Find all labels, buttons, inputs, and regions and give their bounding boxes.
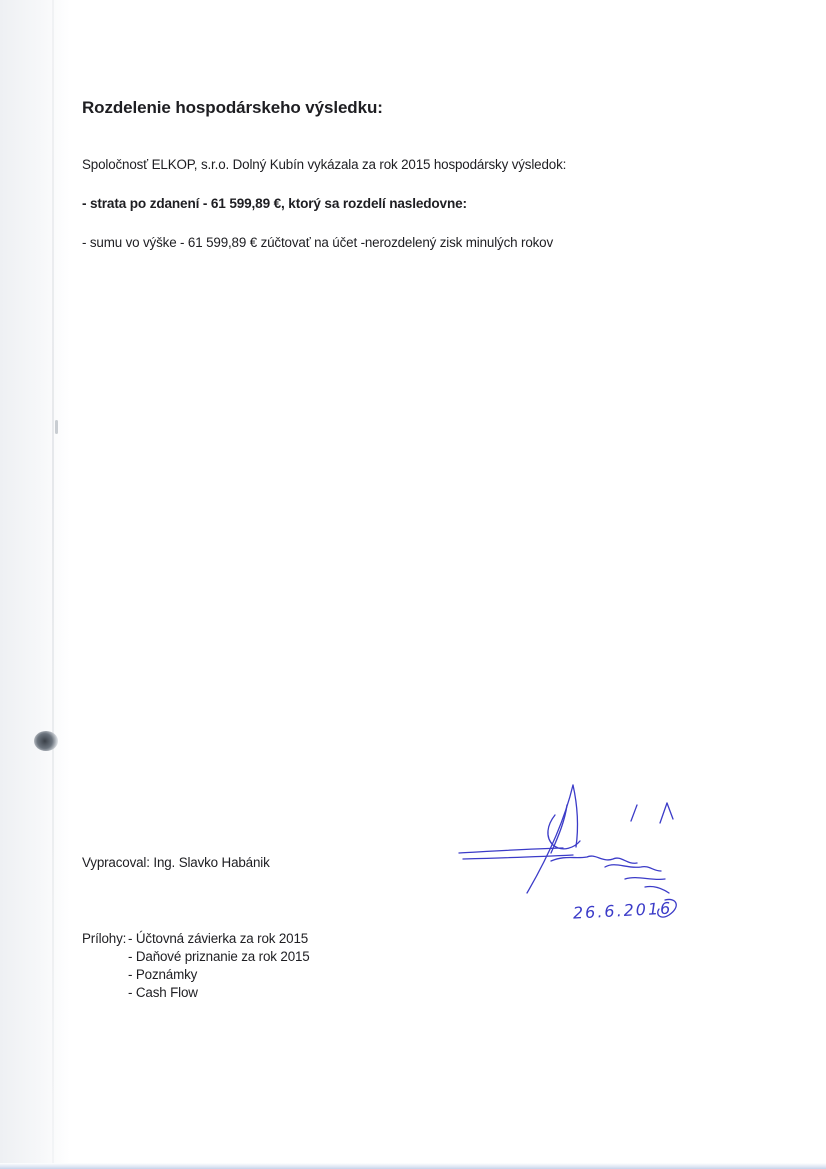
attachments-list xyxy=(82,930,310,1002)
intro-paragraph: Spoločnosť ELKOP, s.r.o. Dolný Kubín vykázala za rok 2015 hospodársky výsledok: xyxy=(82,157,567,172)
document-heading: Rozdelenie hospodárskeho výsledku: xyxy=(82,98,383,117)
punch-hole xyxy=(34,731,58,751)
scan-mark xyxy=(55,420,58,434)
attachments-label: Prílohy: xyxy=(82,931,127,946)
attachment-item: - Cash Flow xyxy=(128,985,198,1000)
handwritten-signature xyxy=(455,775,695,925)
attachment-item: - Poznámky xyxy=(128,967,198,982)
attachment-item: - Účtovná závierka za rok 2015 xyxy=(128,931,309,946)
scan-margin xyxy=(0,0,70,1169)
loss-statement: - strata po zdanení - 61 599,89 €, ktorý sa rozdelí nasledovne: xyxy=(82,196,467,211)
attachment-item: - Daňové priznanie za rok 2015 xyxy=(128,949,310,964)
scan-fold-line xyxy=(52,0,54,1169)
signature-date: 26.6.2016 xyxy=(572,898,673,923)
allocation-statement: - sumu vo výške - 61 599,89 € zúčtovať na účet -nerozdelený zisk minulých rokov xyxy=(82,235,553,250)
scan-bottom-edge xyxy=(0,1163,826,1169)
prepared-by: Vypracoval: Ing. Slavko Habánik xyxy=(82,855,270,870)
